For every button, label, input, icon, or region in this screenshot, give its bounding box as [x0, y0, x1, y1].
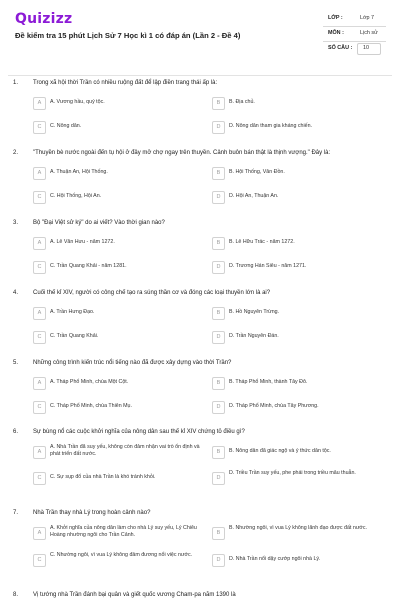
meta-row-count [323, 42, 386, 56]
option[interactable] [212, 307, 384, 322]
option[interactable] [212, 237, 384, 252]
meta-value: Lịch sử [360, 30, 378, 36]
option-letter: A [33, 167, 46, 180]
option-text: D. Triều Trần suy yếu, phe phái trong triều mâu thuẫn. [229, 470, 356, 476]
option[interactable] [212, 331, 384, 346]
option-letter: A [33, 237, 46, 250]
option-letter: C [33, 472, 46, 485]
option-text: C. Trần Quang Khải. [50, 333, 99, 339]
option-text: C. Hội Thống, Hội An. [50, 193, 102, 199]
option-text: D. Trương Hán Siêu - năm 1271. [229, 263, 307, 269]
option-letter: D [212, 191, 225, 204]
option[interactable] [33, 446, 205, 461]
option[interactable] [212, 121, 384, 136]
question-text: Sự bùng nổ các cuộc khởi nghĩa của nông dân sau thế kỉ XIV chứng tỏ điều gì? [33, 429, 245, 435]
option[interactable] [212, 191, 384, 206]
option[interactable] [212, 527, 384, 542]
question-text: Những công trình kiến trúc nổi tiếng nào đã được xây dựng vào thời Trần? [33, 360, 232, 366]
option[interactable] [212, 167, 384, 182]
question-number: 8. [13, 592, 19, 598]
meta-value: Lớp 7 [360, 15, 375, 21]
option-letter: A [33, 446, 46, 459]
option-letter: C [33, 261, 46, 274]
option[interactable] [212, 472, 384, 487]
option-text: C. Nhường ngôi, vì vua Lý không đảm đương nổi việc nước. [50, 552, 193, 558]
option[interactable] [33, 237, 205, 252]
option-text: C. Trần Quang Khải - năm 1281. [50, 263, 127, 269]
option-text: B. Nông dân đã giác ngộ và ý thức dân tộc. [229, 448, 331, 454]
option-text: D. Nông dân tham gia kháng chiến. [229, 123, 313, 129]
option-letter: A [33, 377, 46, 390]
option-text: B. Nhường ngôi, vì vua Lý không lãnh đạo được đất nước. [229, 525, 367, 531]
option-text: D. Nhà Trần nổi dậy cướp ngôi nhà Lý. [229, 556, 321, 562]
option[interactable] [33, 191, 205, 206]
option[interactable] [212, 377, 384, 392]
option-letter: C [33, 121, 46, 134]
question-text: "Thuyền bè nước ngoài đến tụ hội ở đây mở chợ ngay trên thuyền. Cảnh buôn bán thật là thịnh vượng." Đây là: [33, 150, 331, 156]
meta-label: MÔN : [328, 30, 344, 36]
option-letter: A [33, 307, 46, 320]
option[interactable] [33, 121, 205, 136]
option[interactable] [33, 554, 205, 569]
option-letter: B [212, 167, 225, 180]
option-letter: D [212, 261, 225, 274]
option-text: A. Trần Hưng Đạo. [50, 309, 95, 315]
option-text: C. Sự sụp đổ của nhà Trần là khó tránh khỏi. [50, 474, 156, 480]
question-text: Nhà Trần thay nhà Lý trong hoàn cảnh nào? [33, 510, 151, 516]
question-text: Bộ "Đại Việt sử ký" do ai viết? Vào thời gian nào? [33, 220, 165, 226]
option-letter: C [33, 401, 46, 414]
option-text: B. Lê Hữu Trác - năm 1272. [229, 239, 295, 245]
option-letter: B [212, 237, 225, 250]
option-text: D. Tháp Phổ Minh, chùa Tây Phương. [229, 403, 319, 409]
option-text: D. Trần Nguyên Đán. [229, 333, 279, 339]
question-number: 5. [13, 360, 19, 366]
option[interactable] [33, 97, 205, 112]
option-letter: D [212, 554, 225, 567]
question-number: 2. [13, 150, 19, 156]
option-text: B. Địa chủ. [229, 99, 255, 105]
question-text: Trong xã hội thời Trần có nhiều ruộng đất để lập điền trang thái ấp là: [33, 80, 218, 86]
question-number: 4. [13, 290, 19, 296]
option-letter: A [33, 97, 46, 110]
option-letter: B [212, 527, 225, 540]
question-text: Cuối thế kỉ XIV, người có công chế tạo ra súng thần cơ và đóng các loại thuyền lớn là ai? [33, 290, 271, 296]
option-text: A. Tháp Phổ Minh, chùa Một Cột. [50, 379, 129, 385]
meta-row-class [323, 12, 386, 27]
option[interactable] [33, 261, 205, 276]
option[interactable] [33, 377, 205, 392]
meta-row-subject [323, 27, 386, 42]
option-text: A. Vương hầu, quý tộc. [50, 99, 105, 105]
option-letter: D [212, 472, 225, 485]
option-text: B. Tháp Phổ Minh, thành Tây Đô. [229, 379, 308, 385]
option[interactable] [212, 554, 384, 569]
option-letter: D [212, 401, 225, 414]
meta-value: 10 [363, 45, 369, 51]
meta-label: LỚP : [328, 15, 343, 21]
question-number: 6. [13, 429, 19, 435]
option[interactable] [212, 446, 384, 461]
option-text: A. Nhà Trần đã suy yếu, không còn đảm nhận vai trò ổn định và phát triển đất nước. [50, 444, 200, 457]
meta-label: SỐ CÂU : [328, 45, 353, 51]
option[interactable] [33, 472, 205, 487]
option-text: C. Nông dân. [50, 123, 82, 129]
option-text: D. Hội An, Thuận An. [229, 193, 279, 199]
option-letter: B [212, 307, 225, 320]
option[interactable] [33, 331, 205, 346]
question-number: 7. [13, 510, 19, 516]
option[interactable] [33, 527, 205, 542]
option[interactable] [212, 261, 384, 276]
option-text: C. Tháp Phổ Minh, chùa Thiên Mụ. [50, 403, 132, 409]
option-text: A. Lê Văn Hưu - năm 1272. [50, 239, 115, 245]
option-letter: C [33, 554, 46, 567]
option-letter: B [212, 377, 225, 390]
option-letter: A [33, 527, 46, 540]
header-divider [8, 75, 392, 76]
option-text: A. Thuận An, Hội Thống. [50, 169, 108, 175]
option-letter: D [212, 121, 225, 134]
option[interactable] [212, 97, 384, 112]
option[interactable] [33, 167, 205, 182]
option-letter: D [212, 331, 225, 344]
option-letter: B [212, 446, 225, 459]
option-letter: B [212, 97, 225, 110]
question-text: Vị tướng nhà Trần đánh bại quân và giết quốc vương Cham-pa năm 1390 là [33, 592, 236, 598]
count-box [357, 43, 381, 55]
option-letter: C [33, 331, 46, 344]
option[interactable] [212, 401, 384, 416]
option[interactable] [33, 307, 205, 322]
option-text: B. Hội Thống, Vân Đồn. [229, 169, 285, 175]
worksheet-header [0, 0, 400, 70]
option-text: A. Khởi nghĩa của nông dân làm cho nhà Lý suy yếu, Lý Chiêu Hoàng nhường ngôi cho Trần Cảnh. [50, 525, 197, 538]
question-number: 3. [13, 220, 19, 226]
worksheet-meta [323, 12, 386, 56]
worksheet-title: Đề kiểm tra 15 phút Lịch Sử 7 Học kì 1 có đáp án (Lần 2 - Đề 4) [15, 31, 241, 40]
option[interactable] [33, 401, 205, 416]
quizizz-logo: Quizizz [15, 11, 73, 27]
option-letter: C [33, 191, 46, 204]
question-number: 1. [13, 80, 19, 86]
option-text: B. Hồ Nguyên Trừng. [229, 309, 280, 315]
